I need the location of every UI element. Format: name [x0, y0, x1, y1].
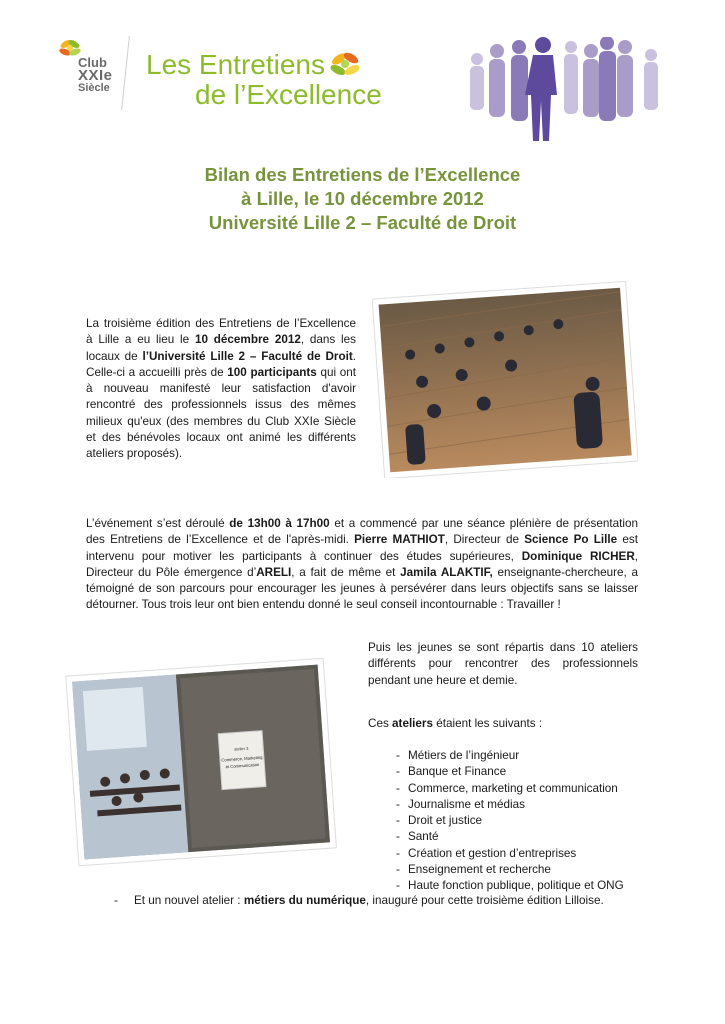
- list-dash: -: [396, 749, 400, 762]
- list-dash: -: [396, 830, 400, 844]
- list-item-label: Métiers de l’ingénieur: [408, 749, 520, 762]
- intro-paragraph: [86, 316, 356, 463]
- workshops-split-paragraph: Puis les jeunes se sont répartis dans 10 ateliers différents pour rencontrer des professionnels pendant une heure et demie.: [368, 641, 638, 687]
- list-item-label: Santé: [408, 830, 439, 844]
- logo-line1: Les Entretiens: [146, 49, 325, 80]
- text-run: Ces: [368, 717, 393, 730]
- list-item-label: Droit et justice: [408, 814, 483, 828]
- lecture-hall-photo: [372, 278, 638, 478]
- club-xxie-siecle-logo: [55, 36, 133, 112]
- list-item: [396, 829, 656, 845]
- text-run: qui ont à nouveau manifesté leur satisfaction d'avoir rencontré des professionnels issus des mêmes milieux qu'eux (des membres du Club XXIe Siècle et des bénévoles locaux ont animé les différents ateliers proposés).: [86, 365, 356, 461]
- ateliers-list: [396, 748, 656, 895]
- list-item-label: Haute fonction publique, politique et ONG: [408, 879, 624, 893]
- workshop-room-photo: [64, 653, 338, 868]
- logo-divider: [121, 36, 130, 110]
- list-item-label: Banque et Finance: [408, 765, 507, 779]
- new-atelier-item: [114, 893, 634, 909]
- text-run: La troisième édition des Entretiens de l’Excellence à Lille a eu lieu le: [86, 317, 356, 347]
- club-logo-line2: XXIe: [78, 67, 113, 84]
- bold-speaker: Pierre MATHIOT: [354, 533, 445, 547]
- sign-line2: Commerce, Marketing: [221, 754, 263, 763]
- text-run: étaient les suivants :: [432, 717, 543, 730]
- event-paragraph: [86, 516, 638, 614]
- list-item-label: Commerce, marketing et communication: [408, 781, 618, 795]
- bold-organization: ARELI: [256, 565, 292, 579]
- list-dash: -: [114, 894, 118, 907]
- title-line3: Université Lille 2 – Faculté de Droit: [208, 212, 517, 233]
- list-dash: -: [396, 797, 400, 811]
- list-item: [396, 781, 656, 797]
- list-item: [396, 846, 656, 862]
- list-item: [396, 862, 656, 878]
- list-item-label: Journalisme et médias: [408, 797, 525, 811]
- sign-line1: atelier 3: [233, 745, 249, 752]
- people-silhouettes-illustration: [463, 37, 663, 141]
- logo-line2: de l’Excellence: [195, 79, 382, 110]
- bold-hours: de 13h00 à 17h00: [229, 517, 330, 530]
- text-run: L’événement s’est déroulé: [86, 517, 230, 530]
- text-run: et a commencé par une séance plénière de présentation des Entretiens de l’Excellence et de l'après-midi.: [86, 517, 638, 547]
- text-run: enseignante-chercheure, a témoigné de son parcours pour encourager les jeunes à persévérer dans leurs objectifs sans se laisser détourner. Tous trois leur ont bien entendu donné le seul conseil incontournable : Travailler !: [86, 565, 638, 612]
- club-logo-line1: Club: [78, 55, 107, 70]
- list-dash: -: [396, 879, 400, 893]
- bold-date: 10 décembre 2012: [194, 333, 301, 347]
- bold-participants: 100 participants: [227, 365, 317, 379]
- list-item: [396, 813, 656, 829]
- text-run: Et un nouvel atelier :: [134, 894, 244, 907]
- bold-speaker: Dominique RICHER: [521, 549, 635, 563]
- text-run: . Celle-ci a accueilli près de: [86, 349, 357, 379]
- list-dash: -: [396, 814, 400, 828]
- title-line2: à Lille, le 10 décembre 2012: [241, 188, 484, 209]
- text-run: , a fait de même et: [291, 565, 401, 579]
- list-dash: -: [396, 846, 400, 860]
- ateliers-intro: [368, 716, 638, 732]
- text-run: , Directeur du Pôle émergence d’: [86, 549, 639, 579]
- bold-speaker: Jamila ALAKTIF,: [400, 565, 493, 579]
- entretiens-excellence-logo: [146, 49, 382, 112]
- text-run: , Directeur de: [444, 533, 525, 547]
- club-logo-line3: Siècle: [78, 82, 110, 94]
- bold-venue: l’Université Lille 2 – Faculté de Droit: [142, 349, 353, 363]
- text-run: , dans les locaux de: [86, 333, 356, 363]
- text-run: est intervenu pour motiver les participants à continuer des études supérieures,: [86, 533, 638, 563]
- list-item: [396, 748, 656, 764]
- bold-new-atelier: métiers du numérique: [243, 894, 366, 907]
- title-line1: Bilan des Entretiens de l’Excellence: [204, 164, 521, 185]
- list-item-label: Enseignement et recherche: [408, 863, 551, 877]
- list-dash: -: [396, 863, 400, 877]
- sign-line3: et Communication: [225, 761, 260, 770]
- bold-organization: Science Po Lille: [524, 533, 618, 547]
- flower-icon: [328, 50, 362, 80]
- text-run: , inauguré pour cette troisième édition Lilloise.: [365, 894, 604, 907]
- list-dash: -: [396, 781, 400, 795]
- list-item: [396, 797, 656, 813]
- list-item-label: Création et gestion d’entreprises: [408, 846, 577, 860]
- list-dash: -: [396, 765, 400, 779]
- page-title: [0, 163, 725, 235]
- list-item: [396, 764, 656, 780]
- bold-ateliers: ateliers: [392, 717, 433, 730]
